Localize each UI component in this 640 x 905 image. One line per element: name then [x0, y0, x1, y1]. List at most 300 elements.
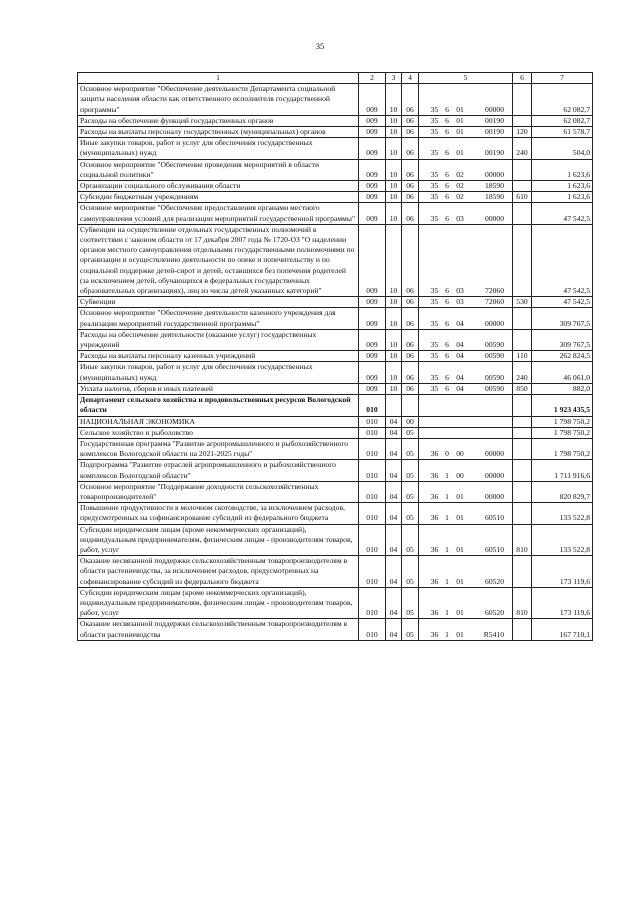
article-code-part: 35 [430, 192, 439, 202]
article-code-part: 18590 [485, 192, 504, 202]
subsection-code: 00 [402, 416, 419, 427]
amount: 1 798 750,2 [532, 438, 593, 459]
subsection-code: 06 [402, 383, 419, 394]
subsection-code: 05 [402, 460, 419, 481]
row-name: Субвенции на осуществление отдельных государственных полномочий в соответствии с законом области от 17 декабря 2007 года № 1720-ОЗ "О наделении органов местного самоуправления отдельными государственными полномочиями по организации и осуществлению деятельности по опеке и попечительству и по социальной поддержке детей-сирот и детей, оставшихся без попечения родителей (за исключением детей, обучающихся в федеральных государственных образовательных организациях), лиц из числа детей указанных категорий" [78, 224, 359, 296]
expense-type-code [513, 159, 532, 180]
row-name: Основное мероприятие "Обеспечение деятельности казенного учреждения для реализации мероприятий государственной программы" [78, 308, 359, 329]
ministry-code: 009 [359, 351, 386, 362]
amount: 1 798 750,2 [532, 427, 593, 438]
article-code-part: 36 [430, 491, 439, 501]
article-code-part: 00000 [485, 318, 504, 328]
article-code-part: 1 [445, 576, 449, 586]
ministry-code: 009 [359, 308, 386, 329]
ministry-code: 009 [359, 329, 386, 350]
table-row [78, 524, 593, 556]
table-row [78, 297, 593, 308]
expense-type-code [513, 329, 532, 350]
ministry-code: 010 [359, 416, 386, 427]
section-code: 10 [386, 362, 402, 383]
ministry-code: 010 [359, 481, 386, 502]
row-name: Иные закупки товаров, работ и услуг для обеспечения государственных (муниципальных) нужд [78, 138, 359, 159]
expense-type-code [513, 84, 532, 116]
subsection-code: 05 [402, 556, 419, 588]
section-code: 04 [386, 619, 402, 640]
row-name: Оказание несвязанной поддержки сельскохозяйственным товаропроизводителям в области растениеводства, за исключением расходов, предусмотренных на софинансирование субсидий из федерального бюджета [78, 556, 359, 588]
expense-type-code: 850 [513, 383, 532, 394]
row-name: Сельское хозяйство и рыболовство [78, 427, 359, 438]
article-code-part: 01 [456, 513, 464, 523]
subsection-code: 06 [402, 224, 419, 296]
article-code-part: 01 [456, 491, 464, 501]
row-name: Иные закупки товаров, работ и услуг для обеспечения государственных (муниципальных) нужд [78, 362, 359, 383]
table-row [78, 329, 593, 350]
table-row [78, 308, 593, 329]
row-name: Расходы на обеспечение функций государственных органов [78, 115, 359, 126]
amount: 504,0 [532, 138, 593, 159]
article-code-part: 01 [456, 104, 464, 114]
article-code-part: 60520 [485, 576, 504, 586]
expense-type-code: 110 [513, 351, 532, 362]
article-code-part: 03 [456, 286, 464, 296]
article-code-part: 00590 [485, 383, 504, 393]
row-name: Основное мероприятие "Обеспечение предоставления органами местного самоуправления условий для реализации мероприятий государственной программы" [78, 203, 359, 224]
article-code-part: 6 [445, 169, 449, 179]
ministry-code: 009 [359, 383, 386, 394]
table-row [78, 138, 593, 159]
table-row [78, 395, 593, 416]
article-code-part: 6 [445, 383, 449, 393]
amount: 262 824,5 [532, 351, 593, 362]
article-code-part: 18590 [485, 181, 504, 191]
expense-type-code: 240 [513, 138, 532, 159]
article-code-part: 35 [430, 213, 439, 223]
article-code-part: 04 [456, 351, 464, 361]
section-code: 04 [386, 503, 402, 524]
amount: 309 767,5 [532, 308, 593, 329]
row-name: Основное мероприятие "Обеспечение деятельности Департамента социальной защиты населения области как ответственного исполнителя государственной программы" [78, 84, 359, 116]
target-article-code [419, 383, 513, 394]
article-code-part: 00190 [485, 127, 504, 137]
table-row [78, 427, 593, 438]
article-code-part: 01 [456, 544, 464, 554]
section-code: 04 [386, 481, 402, 502]
article-code-part: 60510 [485, 544, 504, 554]
expense-type-code [513, 427, 532, 438]
amount: 133 522,8 [532, 503, 593, 524]
target-article-code [419, 524, 513, 556]
ministry-code: 009 [359, 297, 386, 308]
amount: 47 542,5 [532, 224, 593, 296]
subsection-code: 06 [402, 192, 419, 203]
amount: 173 119,6 [532, 587, 593, 619]
article-code-part: 00590 [485, 340, 504, 350]
amount: 1 623,6 [532, 192, 593, 203]
expense-type-code [513, 481, 532, 502]
header-cell: 6 [513, 73, 532, 84]
section-code: 10 [386, 127, 402, 138]
expense-type-code [513, 115, 532, 126]
article-code-part: 00000 [485, 169, 504, 179]
article-code-part: 04 [456, 383, 464, 393]
subsection-code: 05 [402, 427, 419, 438]
article-code-part: 1 [445, 470, 449, 480]
table-row [78, 619, 593, 640]
ministry-code: 009 [359, 203, 386, 224]
article-code-part: 1 [445, 544, 449, 554]
amount: 46 061,0 [532, 362, 593, 383]
row-name: Расходы на выплаты персоналу казенных учреждений [78, 351, 359, 362]
article-code-part: 1 [445, 608, 449, 618]
article-code-part: 03 [456, 297, 464, 307]
amount: 167 710,1 [532, 619, 593, 640]
expense-type-code: 810 [513, 587, 532, 619]
target-article-code [419, 351, 513, 362]
article-code-part: 36 [430, 608, 439, 618]
expense-type-code: 810 [513, 524, 532, 556]
amount: 61 578,7 [532, 127, 593, 138]
article-code-part: 35 [430, 340, 439, 350]
article-code-part: 02 [456, 181, 464, 191]
subsection-code: 05 [402, 619, 419, 640]
article-code-part: 36 [430, 544, 439, 554]
article-code-part: 00590 [485, 372, 504, 382]
target-article-code [419, 84, 513, 116]
section-code: 10 [386, 351, 402, 362]
section-code: 10 [386, 308, 402, 329]
ministry-code: 010 [359, 427, 386, 438]
section-code: 10 [386, 383, 402, 394]
expense-type-code [513, 308, 532, 329]
article-code-part: 6 [445, 340, 449, 350]
ministry-code: 010 [359, 524, 386, 556]
ministry-code: 009 [359, 362, 386, 383]
article-code-part: 72060 [485, 286, 504, 296]
article-code-part: 6 [445, 286, 449, 296]
expense-type-code [513, 224, 532, 296]
expense-type-code: 530 [513, 297, 532, 308]
section-code: 10 [386, 203, 402, 224]
target-article-code [419, 460, 513, 481]
section-code: 04 [386, 556, 402, 588]
amount: 133 522,8 [532, 524, 593, 556]
row-name: Расходы на выплаты персоналу государственных (муниципальных) органов [78, 127, 359, 138]
target-article-code [419, 481, 513, 502]
row-name: Подпрограмма "Развитие отраслей агропромышленного и рыбохозяйственного комплексов Вологодской области" [78, 460, 359, 481]
article-code-part: 35 [430, 297, 439, 307]
table-row [78, 503, 593, 524]
amount: 1 623,6 [532, 181, 593, 192]
article-code-part: 1 [445, 491, 449, 501]
article-code-part: 35 [430, 286, 439, 296]
section-code: 04 [386, 427, 402, 438]
article-code-part: 35 [430, 351, 439, 361]
table-row [78, 181, 593, 192]
amount: 47 542,5 [532, 297, 593, 308]
target-article-code [419, 395, 513, 416]
expense-type-code [513, 556, 532, 588]
ministry-code: 009 [359, 115, 386, 126]
article-code-part: 01 [456, 148, 464, 158]
header-cell: 1 [78, 73, 359, 84]
header-cell: 4 [402, 73, 419, 84]
amount: 309 767,5 [532, 329, 593, 350]
row-name: Департамент сельского хозяйства и продовольственных ресурсов Вологодской области [78, 395, 359, 416]
amount: 820 829,7 [532, 481, 593, 502]
article-code-part: 6 [445, 318, 449, 328]
target-article-code [419, 224, 513, 296]
amount: 47 542,5 [532, 203, 593, 224]
subsection-code: 06 [402, 203, 419, 224]
ministry-code: 009 [359, 127, 386, 138]
expense-type-code [513, 203, 532, 224]
table-row [78, 460, 593, 481]
table-row [78, 127, 593, 138]
header-cell: 3 [386, 73, 402, 84]
subsection-code: 06 [402, 115, 419, 126]
section-code [386, 395, 402, 416]
article-code-part: 1 [445, 513, 449, 523]
article-code-part: 00190 [485, 148, 504, 158]
table-row [78, 362, 593, 383]
subsection-code: 05 [402, 524, 419, 556]
article-code-part: 00000 [485, 104, 504, 114]
expense-type-code [513, 416, 532, 427]
target-article-code [419, 438, 513, 459]
row-name: Государственная программа "Развитие агропромышленного и рыбохозяйственного комплексов Вологодской области на 2021-2025 годы" [78, 438, 359, 459]
article-code-part: 6 [445, 127, 449, 137]
ministry-code: 010 [359, 438, 386, 459]
ministry-code: 009 [359, 181, 386, 192]
ministry-code: 010 [359, 556, 386, 588]
target-article-code [419, 181, 513, 192]
expense-type-code: 120 [513, 127, 532, 138]
section-code: 10 [386, 138, 402, 159]
row-name: Основное мероприятие "Обеспечение проведения мероприятий в области социальной политики" [78, 159, 359, 180]
row-name: НАЦИОНАЛЬНАЯ ЭКОНОМИКА [78, 416, 359, 427]
target-article-code [419, 115, 513, 126]
article-code-part: 36 [430, 576, 439, 586]
table-row [78, 383, 593, 394]
article-code-part: 6 [445, 213, 449, 223]
row-name: Субсидии бюджетным учреждениям [78, 192, 359, 203]
table-row [78, 587, 593, 619]
article-code-part: 00000 [485, 491, 504, 501]
row-name: Уплата налогов, сборов и иных платежей [78, 383, 359, 394]
ministry-code: 009 [359, 84, 386, 116]
subsection-code: 05 [402, 481, 419, 502]
article-code-part: 00000 [485, 213, 504, 223]
target-article-code [419, 138, 513, 159]
subsection-code: 06 [402, 297, 419, 308]
expense-type-code [513, 181, 532, 192]
amount: 1 623,6 [532, 159, 593, 180]
article-code-part: 6 [445, 115, 449, 125]
section-code: 04 [386, 587, 402, 619]
article-code-part: 00 [456, 449, 464, 459]
article-code-part: 6 [445, 351, 449, 361]
ministry-code: 009 [359, 192, 386, 203]
page-number: 35 [315, 41, 325, 51]
article-code-part: 35 [430, 372, 439, 382]
ministry-code: 010 [359, 503, 386, 524]
amount: 1 923 435,5 [532, 395, 593, 416]
article-code-part: 00190 [485, 115, 504, 125]
subsection-code: 06 [402, 159, 419, 180]
article-code-part: 6 [445, 297, 449, 307]
section-code: 10 [386, 192, 402, 203]
subsection-code: 06 [402, 308, 419, 329]
row-name: Повышение продуктивности в молочном скотоводстве, за исключением расходов, предусмотренных на софинансирование субсидий из федерального бюджета [78, 503, 359, 524]
article-code-part: 00 [456, 470, 464, 480]
target-article-code [419, 329, 513, 350]
target-article-code [419, 427, 513, 438]
article-code-part: 01 [456, 115, 464, 125]
section-code: 04 [386, 524, 402, 556]
article-code-part: 60520 [485, 608, 504, 618]
subsection-code: 06 [402, 329, 419, 350]
table-row [78, 416, 593, 427]
subsection-code: 06 [402, 84, 419, 116]
ministry-code: 010 [359, 460, 386, 481]
expense-type-code: 240 [513, 362, 532, 383]
target-article-code [419, 308, 513, 329]
amount: 882,0 [532, 383, 593, 394]
article-code-part: R5410 [483, 629, 504, 639]
article-code-part: 00590 [485, 351, 504, 361]
table-row [78, 438, 593, 459]
article-code-part: 00000 [485, 470, 504, 480]
article-code-part: 04 [456, 340, 464, 350]
subsection-code: 06 [402, 127, 419, 138]
article-code-part: 36 [430, 629, 439, 639]
section-code: 10 [386, 84, 402, 116]
section-code: 10 [386, 181, 402, 192]
article-code-part: 0 [445, 449, 449, 459]
amount: 62 082,7 [532, 115, 593, 126]
row-name: Субсидии юридическим лицам (кроме некоммерческих организаций), индивидуальным предпринимателям, физическим лицам - производителям товаров, работ, услуг [78, 524, 359, 556]
subsection-code: 06 [402, 362, 419, 383]
target-article-code [419, 127, 513, 138]
header-cell: 7 [532, 73, 593, 84]
article-code-part: 36 [430, 513, 439, 523]
target-article-code [419, 416, 513, 427]
article-code-part: 35 [430, 181, 439, 191]
article-code-part: 1 [445, 629, 449, 639]
ministry-code: 009 [359, 159, 386, 180]
article-code-part: 35 [430, 127, 439, 137]
article-code-part: 02 [456, 192, 464, 202]
section-code: 10 [386, 224, 402, 296]
article-code-part: 01 [456, 629, 464, 639]
row-name: Основное мероприятие "Поддержание доходности сельскохозяйственных товаропроизводителей" [78, 481, 359, 502]
ministry-code: 009 [359, 224, 386, 296]
table-row [78, 159, 593, 180]
subsection-code: 05 [402, 438, 419, 459]
article-code-part: 35 [430, 115, 439, 125]
budget-table [77, 72, 593, 641]
article-code-part: 01 [456, 608, 464, 618]
target-article-code [419, 503, 513, 524]
target-article-code [419, 587, 513, 619]
amount: 1 798 750,2 [532, 416, 593, 427]
header-cell: 5 [419, 73, 513, 84]
section-code: 10 [386, 329, 402, 350]
expense-type-code [513, 619, 532, 640]
expense-type-code [513, 395, 532, 416]
target-article-code [419, 159, 513, 180]
article-code-part: 35 [430, 318, 439, 328]
article-code-part: 6 [445, 372, 449, 382]
row-name: Субвенции [78, 297, 359, 308]
header-row [78, 73, 593, 84]
article-code-part: 6 [445, 192, 449, 202]
article-code-part: 6 [445, 104, 449, 114]
row-name: Расходы на обеспечение деятельности (оказание услуг) государственных учреждений [78, 329, 359, 350]
row-name: Субсидии юридическим лицам (кроме некоммерческих организаций), индивидуальным предпринимателям, физическим лицам - производителям товаров, работ, услуг [78, 587, 359, 619]
ministry-code: 009 [359, 138, 386, 159]
amount: 173 119,6 [532, 556, 593, 588]
article-code-part: 60510 [485, 513, 504, 523]
article-code-part: 6 [445, 148, 449, 158]
subsection-code: 06 [402, 351, 419, 362]
expense-type-code [513, 438, 532, 459]
table-row [78, 84, 593, 116]
header-cell: 2 [359, 73, 386, 84]
amount: 62 082,7 [532, 84, 593, 116]
ministry-code: 010 [359, 587, 386, 619]
subsection-code: 06 [402, 138, 419, 159]
table-row [78, 351, 593, 362]
subsection-code: 05 [402, 503, 419, 524]
ministry-code: 010 [359, 395, 386, 416]
article-code-part: 01 [456, 576, 464, 586]
section-code: 10 [386, 115, 402, 126]
expense-type-code [513, 503, 532, 524]
article-code-part: 72060 [485, 297, 504, 307]
section-code: 04 [386, 416, 402, 427]
article-code-part: 00000 [485, 449, 504, 459]
ministry-code: 010 [359, 619, 386, 640]
section-code: 04 [386, 438, 402, 459]
article-code-part: 03 [456, 213, 464, 223]
table-row [78, 556, 593, 588]
row-name: Организации социального обслуживания области [78, 181, 359, 192]
section-code: 10 [386, 297, 402, 308]
target-article-code [419, 362, 513, 383]
section-code: 10 [386, 159, 402, 180]
article-code-part: 36 [430, 449, 439, 459]
article-code-part: 35 [430, 104, 439, 114]
table-row [78, 192, 593, 203]
article-code-part: 35 [430, 169, 439, 179]
table-row [78, 203, 593, 224]
target-article-code [419, 556, 513, 588]
table-row [78, 481, 593, 502]
table-row [78, 224, 593, 296]
expense-type-code: 610 [513, 192, 532, 203]
target-article-code [419, 203, 513, 224]
subsection-code: 06 [402, 181, 419, 192]
subsection-code [402, 395, 419, 416]
article-code-part: 01 [456, 127, 464, 137]
target-article-code [419, 619, 513, 640]
expense-type-code [513, 460, 532, 481]
article-code-part: 04 [456, 372, 464, 382]
target-article-code [419, 297, 513, 308]
table-row [78, 115, 593, 126]
article-code-part: 04 [456, 318, 464, 328]
